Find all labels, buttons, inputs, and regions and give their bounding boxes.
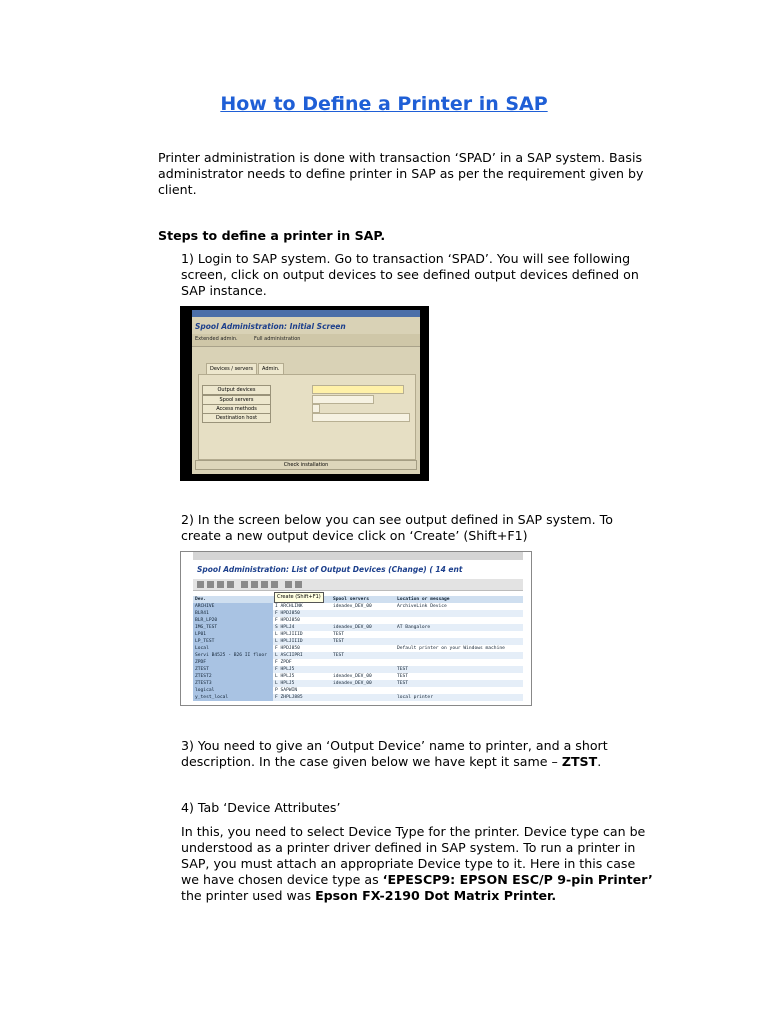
output-devices-list-screenshot	[180, 551, 532, 706]
table-cell: y_test_local	[193, 694, 273, 701]
output-devices-table	[193, 596, 523, 701]
table-cell: I ARCHLINK	[275, 604, 303, 609]
table-cell	[331, 659, 395, 666]
table-cell	[331, 617, 395, 624]
table-cell: L HPLJIIID	[273, 638, 331, 645]
table-cell: ZTEST	[193, 666, 273, 673]
intro-paragraph: Printer administration is done with transaction ‘SPAD’ in a SAP system. Basis administrator needs to define printer in SAP as per the requirement given by client.	[158, 150, 644, 197]
step-3-body: 3) You need to give an ‘Output Device’ name to printer, and a short description. In the case given below we have kept it same –	[181, 738, 608, 769]
table-row[interactable]	[193, 694, 523, 701]
table-cell: L HPLJIIID	[275, 632, 303, 637]
destination-host-field[interactable]	[312, 413, 410, 422]
table-cell: TEST	[397, 674, 409, 679]
table-cell: local printer	[395, 694, 523, 701]
table-cell: ZPDF	[193, 659, 273, 666]
table-cell: ArchiveLink Device	[397, 604, 447, 609]
step-4-body-1: In this, you need to select Device Type for the printer. Device type can be understood as a printer driver defined in SAP system. To run a printer in SAP, you must attach an appropriate Device type to it. Here in this case we have chosen device type as	[181, 824, 646, 887]
full-admin-button[interactable]: Full administration	[254, 336, 301, 342]
table-cell: L HPLJ5	[273, 680, 331, 687]
table-cell: F HPDJ850	[275, 646, 300, 651]
table-cell: TEST	[395, 666, 523, 673]
table-cell: TEST	[331, 652, 395, 659]
step-4-text	[181, 824, 656, 904]
save-icon[interactable]	[285, 581, 292, 588]
table-row[interactable]	[193, 617, 523, 624]
table-cell	[395, 659, 523, 666]
create-icon[interactable]	[251, 581, 258, 588]
window-top-strip	[193, 552, 523, 560]
table-cell: F HPLJ5	[273, 666, 331, 673]
table-cell	[395, 638, 523, 645]
step-4-heading: 4) Tab ‘Device Attributes’	[181, 800, 341, 815]
table-cell	[331, 610, 395, 617]
table-cell	[395, 652, 523, 659]
step-4-body-2: the printer used was	[181, 888, 316, 903]
table-cell: F ZHPLJ885	[273, 694, 331, 701]
table-row[interactable]	[193, 638, 523, 645]
table-cell: F ZPDF	[275, 660, 292, 665]
header-spool-servers: Spool servers	[331, 596, 395, 603]
table-cell: ideadev_DEV_00	[331, 624, 395, 631]
table-cell	[395, 610, 523, 617]
extended-admin-button[interactable]: Extended admin.	[195, 336, 238, 342]
header-dev: Dev.	[193, 596, 273, 603]
table-cell: LP_TEST	[193, 638, 273, 645]
access-methods-button[interactable]: Access methods	[202, 404, 271, 414]
output-devices-button[interactable]: Output devices	[202, 385, 271, 395]
table-cell: Local	[193, 645, 273, 652]
spool-servers-button[interactable]: Spool servers	[202, 395, 271, 405]
step-1-text: 1) Login to SAP system. Go to transaction ‘SPAD’. You will see following screen, click on output devices to see defined output devices defined on SAP instance.	[181, 251, 639, 298]
tab-admin[interactable]: Admin.	[258, 363, 284, 374]
screen-title: Spool Administration: Initial Screen	[195, 322, 346, 331]
table-row[interactable]	[193, 659, 523, 666]
access-methods-field[interactable]	[312, 404, 320, 413]
application-toolbar	[192, 334, 420, 347]
table-row[interactable]	[193, 673, 523, 680]
spool-servers-field[interactable]	[312, 395, 374, 404]
table-cell: ideadev_DEV_00	[331, 680, 395, 687]
table-row[interactable]	[193, 645, 523, 652]
table-cell: ZTEST3	[193, 680, 273, 687]
table-row[interactable]	[193, 610, 523, 617]
table-cell: ARCHIVE	[193, 603, 273, 610]
table-cell: F HPDJ850	[273, 610, 331, 617]
table-cell: BLR_LP20	[193, 617, 273, 624]
table-cell: TEST	[331, 638, 395, 645]
window-menu-bar	[192, 310, 420, 317]
delete-icon[interactable]	[241, 581, 248, 588]
sap-window	[192, 310, 420, 474]
table-cell	[395, 617, 523, 624]
steps-heading: Steps to define a printer in SAP.	[158, 228, 386, 243]
step-4-device-type: ‘EPESCP9: EPSON ESC/P 9-pin Printer’	[382, 872, 653, 887]
display-icon[interactable]	[197, 581, 204, 588]
change-icon[interactable]	[207, 581, 214, 588]
table-cell: P SAPWIN	[275, 688, 298, 693]
step-3-text	[181, 738, 656, 770]
table-cell: Servi B4525 - B26 II floor	[193, 652, 273, 659]
step-4-printer-model: Epson FX-2190 Dot Matrix Printer.	[315, 888, 557, 903]
table-header-row	[193, 596, 523, 603]
table-cell: S HPLJ4	[273, 624, 331, 631]
create-tooltip: Create (Shift+F1)	[274, 592, 324, 603]
print-icon[interactable]	[217, 581, 224, 588]
table-cell: Default printer on your Windows machine	[397, 646, 505, 651]
table-row[interactable]	[193, 680, 523, 687]
table-cell	[395, 631, 523, 638]
transport-icon[interactable]	[271, 581, 278, 588]
table-cell: L HPLJ5	[275, 674, 295, 679]
table-cell: ZTEST2	[193, 673, 273, 680]
destination-host-button[interactable]: Destination host	[202, 413, 271, 423]
table-cell: LP01	[193, 631, 273, 638]
table-cell: BLR41	[193, 610, 273, 617]
application-toolbar	[193, 579, 523, 591]
header-location: Location or message	[395, 596, 523, 603]
table-cell: F HPDJ850	[275, 618, 300, 623]
step-3-device-name: ZTST	[561, 754, 598, 769]
page-title[interactable]: How to Define a Printer in SAP	[220, 93, 548, 115]
table-cell	[395, 687, 523, 694]
table-cell: TEST	[395, 680, 523, 687]
spad-initial-screenshot	[180, 306, 429, 481]
step-2-text: 2) In the screen below you can see output defined in SAP system. To create a new output device click on ‘Create’ (Shift+F1)	[181, 512, 613, 543]
filter-icon[interactable]	[227, 581, 234, 588]
table-cell: IMG_TEST	[193, 624, 273, 631]
table-row[interactable]	[193, 624, 523, 631]
table-cell	[331, 666, 395, 673]
table-row[interactable]	[193, 652, 523, 659]
table-cell: TEST	[333, 632, 345, 637]
check-installation-button[interactable]: Check installation	[195, 460, 417, 470]
table-cell: ideadev_DEV_00	[333, 674, 372, 679]
output-devices-field[interactable]	[312, 385, 404, 394]
tab-devices-servers[interactable]: Devices / servers	[206, 363, 257, 374]
table-row[interactable]	[193, 666, 523, 673]
local-icon[interactable]	[295, 581, 302, 588]
table-cell	[331, 687, 395, 694]
table-row[interactable]	[193, 603, 523, 610]
table-row[interactable]	[193, 687, 523, 694]
table-row[interactable]	[193, 631, 523, 638]
step-3-end: .	[597, 754, 602, 769]
table-cell: logical	[193, 687, 273, 694]
screen-title: Spool Administration: List of Output Devices (Change) ( 14 ent	[197, 565, 463, 574]
table-cell	[331, 645, 395, 652]
table-cell: L ASCIIPRI	[273, 652, 331, 659]
table-cell: ideadev_DEV_00	[333, 604, 372, 609]
table-cell	[331, 694, 395, 701]
copy-icon[interactable]	[261, 581, 268, 588]
table-cell: AT Bangalore	[395, 624, 523, 631]
